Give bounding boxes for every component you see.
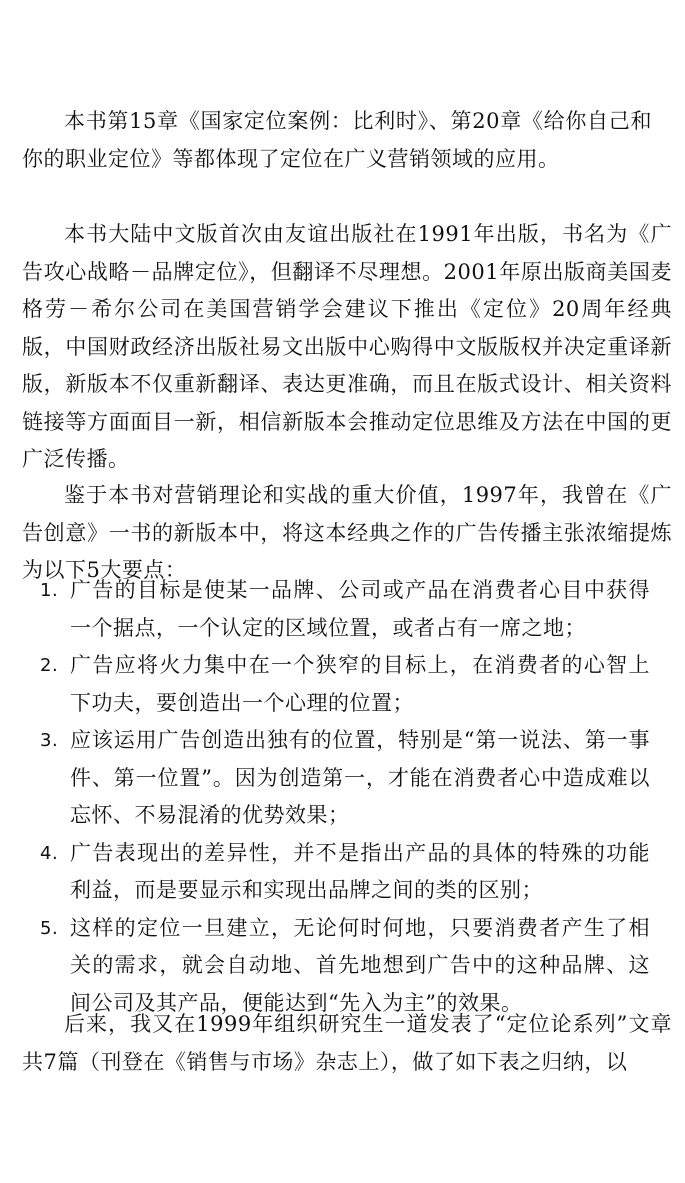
paragraph-five-points-intro: 鉴于本书对营销理论和实战的重大价值，1997年，我曾在《广告创意》一书的新版本中，将这本经典之作的广告传播主张浓缩提炼为以下5大要点： <box>22 483 672 582</box>
list-item-text: 应该运用广告创造出独有的位置，特别是“第一说法、第一事件、第一位置”。因为创造第一，才能在消费者心中造成难以忘怀、不易混淆的优势效果； <box>70 728 650 827</box>
list-item-number: 1. <box>40 580 59 601</box>
list-item-number: 5. <box>40 917 59 939</box>
list-item-number: 2. <box>40 655 59 676</box>
list-item <box>40 835 650 910</box>
list-item-number: 4. <box>40 842 59 864</box>
paragraph-publication-history: 本书大陆中文版首次由友谊出版社在1991年出版，书名为《广告攻心战略－品牌定位》，但翻译不尽理想。2001年原出版商美国麦格劳－希尔公司在美国营销学会建议下推出《定位》20周年经典版，中国财政经济出版社易文出版中心购得中文版版权并决定重译新版，新版本不仅重新翻译、表达更准确，而且在版式设计、相关资料链接等方面面目一新，相信新版本会推动定位思维及方法在中国的更广泛传播。 <box>22 222 672 471</box>
list-item-text: 广告表现出的差异性，并不是指出产品的具体的特殊的功能利益，而是要显示和实现出品牌之间的类的区别； <box>70 840 650 902</box>
key-points-list <box>40 572 650 1022</box>
paragraph-chapter-applications: 本书第15章《国家定位案例：比利时》、第20章《给你自己和你的职业定位》等都体现了定位在广义营销领域的应用。 <box>22 109 652 171</box>
list-item-number: 3. <box>40 730 59 751</box>
list-item <box>40 572 650 647</box>
list-item-text: 广告的目标是使某一品牌、公司或产品在消费者心目中获得一个据点，一个认定的区域位置，或者占有一席之地； <box>70 578 650 640</box>
list-item-text: 这样的定位一旦建立，无论何时何地，只要消费者产生了相关的需求，就会自动地、首先地想到广告中的这种品牌、这间公司及其产品，便能达到“先入为主”的效果。 <box>70 915 650 1015</box>
list-item <box>40 647 650 722</box>
paragraph-series-summary: 后来，我又在1999年组织研究生一道发表了“定位论系列”文章共7篇（刊登在《销售与市场》杂志上），做了如下表之归纳，以 <box>22 1012 672 1074</box>
list-item <box>40 722 650 835</box>
list-item-text: 广告应将火力集中在一个狭窄的目标上，在消费者的心智上下功夫，要创造出一个心理的位置； <box>70 653 650 715</box>
